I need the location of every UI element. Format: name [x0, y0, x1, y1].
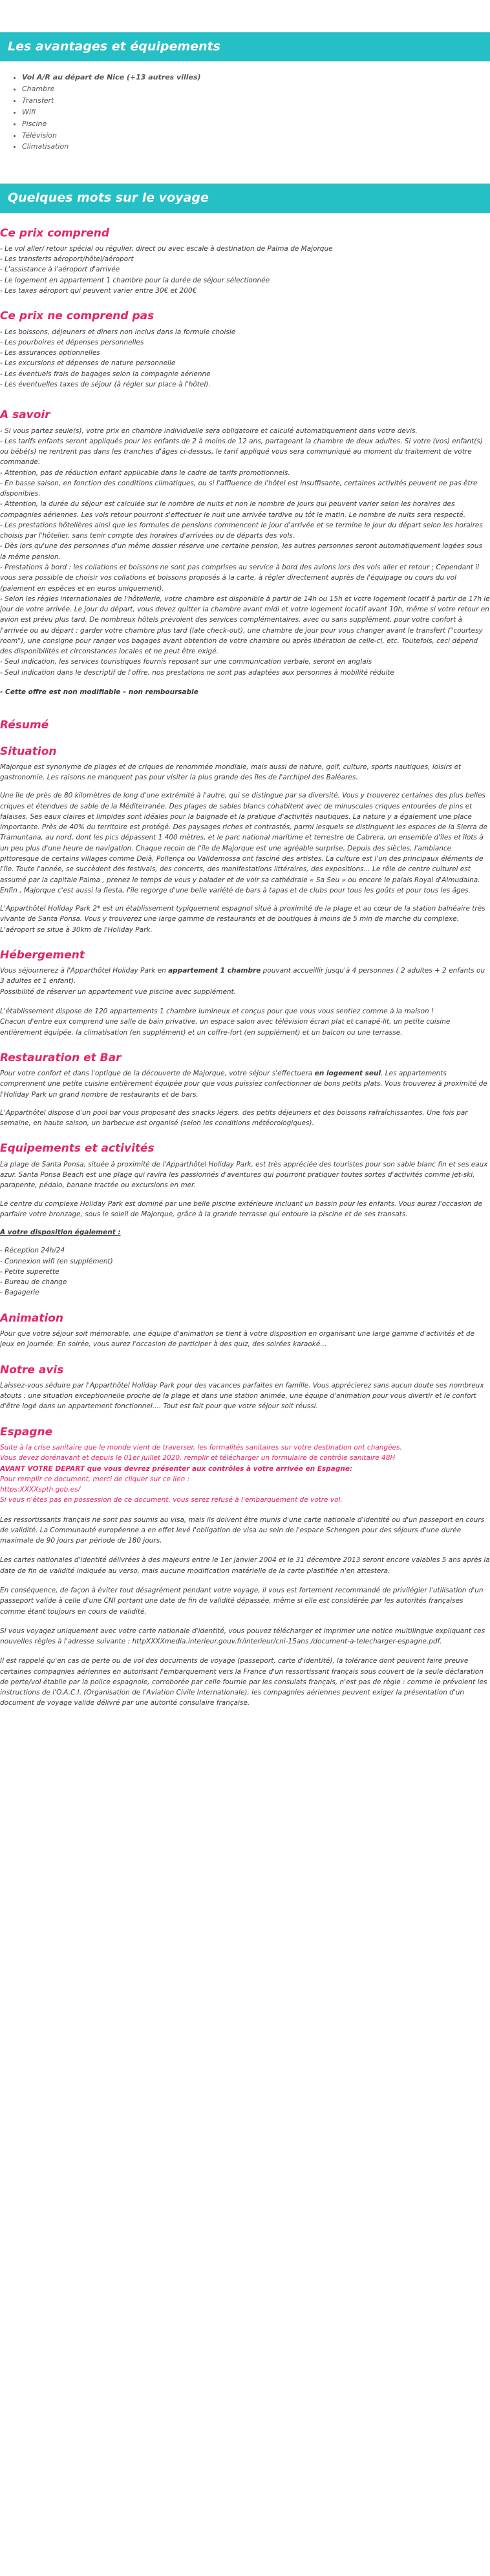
feature-item: • Transfert: [22, 95, 490, 107]
text-line: - Les pourboires et dépenses personnelles: [0, 338, 144, 346]
section-banner-trip: Quelques mots sur le voyage: [0, 184, 490, 213]
heading-a-savoir: A savoir: [0, 408, 50, 422]
list-item: - Bureau de change: [0, 1278, 67, 1287]
paragraph: Possibilité de réserver un appartement vue piscine avec supplément.: [0, 987, 237, 996]
section-restauration: [0, 1050, 490, 1129]
notice-line: [0, 1484, 490, 1495]
paragraph: L'Apparthôtel Holiday Park 2* est un établissement typiquement espagnol situé à proximité de la plage et au cœur de la station balnéaire très vivante de Santa Ponsa. Vous y trouverez une large gamme de restaurants et de boutiques à moins de 5 min de marche du complexe. L'aéroport se situe à 30km de l'Holiday Park.: [0, 905, 485, 934]
text-run: Vous séjournerez à l'Apparthôtel Holiday Park en: [0, 967, 169, 975]
paragraph: Pour que votre séjour soit mémorable, une équipe d'animation se tient à votre disposition en organisant une large gamme d'activités et de jeux en journée. En soirée, vous aurez l'occasion de participer à des quiz, des soirées karaoké...: [0, 1330, 474, 1349]
feature-item: • Chambre: [22, 83, 490, 95]
notice-line: Suite à la crise sanitaire que le monde vient de traverser, les formalités sanitaires sur votre destination ont changées.: [0, 1444, 402, 1452]
text-line: - Prestations à bord : les collations et boissons ne sont pas comprises au service à bord des avions lors des vols aller et retour ; Cependant il vous sera possible de choisir vos collations et boissons proposés à la carte, à régler directement auprès de l'équipage ou cours du vol (paiement en espèces et en euros uniquement).: [0, 563, 480, 593]
section-prix-ne-comprend: [0, 308, 490, 390]
text-line: - Les transferts aéroport/hôtel/aéroport: [0, 255, 134, 264]
room-type: appartement 1 chambre: [168, 967, 261, 975]
list-item: - Petite superette: [0, 1267, 59, 1276]
a-savoir-lines: [0, 426, 490, 678]
paragraph: L'établissement dispose de 120 appartements 1 chambre lumineux et conçus pour que vous vous sentiez comme à la maison !: [0, 1007, 434, 1015]
heading-prix-ne-comprend: Ce prix ne comprend pas: [0, 310, 154, 323]
meal-plan: en logement seul: [314, 1070, 381, 1078]
disposition-list: [0, 1245, 490, 1298]
section-hebergement: [0, 947, 490, 1038]
paragraph: Majorque est synonyme de plages et de criques de renommée mondiale, mais aussi de nature, golf, culture, sports nautiques, loisirs et gastronomie. Les raisons ne manquent pas pour visiter la plus grande des îles de l'archipel des Baléares.: [0, 763, 462, 782]
non-refundable-note: - Cette offre est non modifiable – non remboursable: [0, 688, 198, 696]
paragraph: Les cartes nationales d'identité délivrées à des majeurs entre le 1er janvier 2004 et le 31 décembre 2013 seront encore valables 5 ans après la date de fin de validité indiquée au verso, mais aucune modification matérielle de la carte plastifiée n'en attestera.: [0, 1556, 490, 1575]
section-a-savoir: [0, 406, 490, 697]
feature-item: • Wifi: [22, 107, 490, 118]
text-line: - Seul indication dans le descriptif de l'offre, nos prestations ne sont pas adaptées aux personnes à mobilité réduite: [0, 668, 394, 677]
section-equipements: [0, 1140, 490, 1298]
trip-content: [0, 225, 490, 1709]
notice-line: Si vous n'êtes pas en possession de ce document, vous serez refusé à l'embarquement de votre vol.: [0, 1496, 343, 1504]
paragraph: Chacun d'entre eux comprend une salle de bain privative, un espace salon avec télévision écran plat et canapé-lit, un petite cuisine entièrement équipée, la climatisation (en supplément) et un coffre-fort (en supplément) et un balcon ou une terrasse.: [0, 1018, 451, 1037]
notice-line: AVANT VOTRE DEPART que vous devrez présenter aux contrôles à votre arrivée en Espagne:: [0, 1464, 353, 1473]
paragraph: Si vous voyagez uniquement avec votre carte nationale d'identité, vous pouvez télécharger et imprimer une notice multilingue expliquant ces nouvelles règles à l'adresse suivante : httpXXXXmedia.interieur.gouv.fr/interieur/cni-15ans /document-a-telecharger-espagne.pdf.: [0, 1627, 485, 1646]
section-situation: [0, 743, 490, 935]
paragraph: Une île de près de 80 kilomètres de long d'une extrémité à l'autre, qui se distingue par sa diversité. Vous y trouverez certaines des plus belles criques et étendues de sable de la Méditerranée. Des plages de sables blancs cohabitent avec de minuscules criques entourées de pins et falaises. Ses eaux claires et limpides sont idéales pour la baignade et la pratique d'activités nautiques. La nature y a également une place importante. Près de 40% du territoire est protégé. Des paysages riches et contrastés, parmi lesquels se distinguent les espaces de la Sierra de Tramuntana, au nord, dont les pics dépassent 1 400 mètres, et le parc national maritime et terrestre de Cabrera, un ensemble d'îles et îlots à un peu plus d'une heure de navigation. Chaque recoin de l'île de Majorque est une agréable surprise. Depuis des siècles, l'ambiance pittoresque de certains villages comme Deià, Pollença ou Valldemossa ont fasciné des artistes. La culture est l'un des principaux éléments de l'île. Toute l'année, se succèdent des festivals, des concerts, des manifestations littéraires, des expositions... Le rôle de centre culturel est assumé par la capitale Palma , prenez le temps de vous y balader et de voir sa cathédrale « Sa Seu » ou encore le palais Royal d'Almudaina. Enfin , Majorque c'est aussi la fiesta, l'île regorge d'une belle variété de bars à tapas et de clubs pour tous les goûts et pour tous les âges.: [0, 792, 487, 894]
text-line: - Attention, pas de réduction enfant applicable dans le cadre de tarifs promotionnels.: [0, 469, 290, 477]
text-line: - En basse saison, en fonction des conditions climatiques, ou si l'affluence de l'hôtel est insuffisante, certaines activités peuvent ne pas être disponibles.: [0, 479, 478, 498]
text-line: - L'assistance à l'aéroport d'arrivée: [0, 266, 120, 274]
text-line: - Les taxes aéroport qui peuvent varier entre 30€ et 200€: [0, 286, 197, 295]
section-banner-advantages: Les avantages et équipements: [0, 32, 490, 61]
text-line: - Les éventuels frais de bagages selon la compagnie aérienne: [0, 370, 211, 378]
text-line: - Les tarifs enfants seront appliqués pour les enfants de 2 à moins de 12 ans, partageant la chambre de deux adultes. Si votre (vos) enfant(s) ou bébé(s) ne rentrent pas dans les tranches d'âges ci-dessus, le tarif appliqué vous sera communiqué au moment du traitement de votre commande.: [0, 437, 483, 467]
paragraph: En conséquence, de façon à éviter tout désagrément pendant votre voyage, il vous est fortement recommandé de privilégier l'utilisation d'un passeport valide à celle d'une CNI portant une date de fin de validité dépassée, même si elle est considérée par les autorités françaises comme étant toujours en cours de validité.: [0, 1586, 484, 1616]
text-line: - Seul indication, les services touristiques fournis reposant sur une communication verbale, seront en anglais: [0, 658, 372, 666]
paragraph: Les ressortissants français ne sont pas soumis au visa, mais ils doivent être munis d'une carte nationale d'identité ou d'un passeport en cours de validité. La Communauté européenne a en effet levé l'obligation de visa au sein de l'espace Schengen pour des séjours d'une durée maximale de 90 jours par période de 180 jours.: [0, 1515, 485, 1545]
section-notre-avis: [0, 1362, 490, 1412]
text-line: - Si vous partez seule(s), votre prix en chambre individuelle sera obligatoire et calculé automatiquement dans votre devis.: [0, 427, 418, 435]
text-line: - Les prestations hôtelières ainsi que les formules de pensions commencent le jour d'arrivée et se termine le jour du départ selon les horaires choisis par l'hôtelier, sans tenir compte des horaires d'arrivées ou de départs des vols.: [0, 521, 483, 540]
features-list: [0, 72, 490, 153]
heading-hebergement: Hébergement: [0, 948, 85, 962]
feature-item: • Climatisation: [22, 141, 490, 153]
heading-restauration: Restauration et Bar: [0, 1051, 122, 1064]
list-item: - Réception 24h/24: [0, 1247, 65, 1255]
prix-ne-comprend-lines: [0, 327, 490, 390]
text-line: - Les boissons, déjeuners et dîners non inclus dans la formule choisie: [0, 328, 236, 336]
notice-line: Vous devez dorénavant et depuis le 01er juillet 2020, remplir et télécharger un formulaire de contrôle sanitaire 48H: [0, 1454, 396, 1462]
sanitary-form-link[interactable]: https:XXXXspth.gob.es/: [0, 1486, 81, 1494]
feature-item: • Piscine: [22, 118, 490, 130]
section-prix-comprend: [0, 225, 490, 297]
text-run: pouvant accueillir jusqu'à 4 personnes ( 2 adultes + 2 enfants ou 3 adultes et 1 enfant).: [0, 967, 485, 986]
heading-animation: Animation: [0, 1311, 64, 1325]
text-line: - Selon les règles internationales de l'hôtellerie, votre chambre est disponible à partir de 14h ou 15h et votre logement locatif à partir de 17h le jour de votre arrivée. Le jour du départ, vous devez quitter la chambre avant midi et votre logement locatif avant 10h, même si votre retour en avion est prévu plus tard. De nombreux hôtels prévoient des services complémentaires, avec ou sans supplément, pour votre confort à l'arrivée ou au départ : garder votre chambre plus tard (late check-out), une chambre de jour pour vous changer avant le transfert ("courtesy room"), une consigne pour ranger vos bagages avant obtention de votre chambre ou après libération de celle-ci, etc. Toutefois, ceci dépend des disponibilités et circonstances locales et ne peut être exigé.: [0, 595, 490, 656]
disposition-heading: A votre disposition également :: [0, 1229, 121, 1237]
heading-situation: Situation: [0, 744, 57, 758]
sanitary-notice: [0, 1442, 490, 1506]
paragraph: Laissez-vous séduire par l'Apparthôtel Holiday Park pour des vacances parfaites en famille. Vous apprécierez sans aucun doute ses nombreux atouts : une situation exceptionnelle proche de la plage et dans une station animée, une équipe d'animation pour vous divertir et le confort d'être logé dans un appartement fonctionnel.... Tout est fait pour que votre séjour soit réussi.: [0, 1381, 484, 1411]
list-item: - Bagagerie: [0, 1289, 39, 1297]
text-run: Pour votre confort et dans l'optique de la découverte de Majorque, votre séjour s'effectuera: [0, 1070, 315, 1078]
section-animation: [0, 1310, 490, 1350]
text-line: - Les assurances optionnelles: [0, 349, 100, 357]
text-line: - Attention, la durée du séjour est calculée sur le nombre de nuits et non le nombre de jours qui peuvent varier selon les horaires des compagnies aériennes. Les vols retour pourront s'effectuer le nuit une arrivée tardive ou tôt le matin. Le nombre de nuits sera respecté.: [0, 500, 466, 519]
heading-espagne: Espagne: [0, 1425, 53, 1439]
text-line: - Le vol aller/ retour spécial ou régulier, direct ou avec escale à destination de Palma de Majorque: [0, 244, 333, 253]
paragraph: La plage de Santa Ponsa, située à proximité de l'Apparthôtel Holiday Park, est très appréciée des touristes pour son sable blanc fin et ses eaux azur. Santa Ponsa Beach est une plage qui ravira les passionnés d'aventures qui pourront pratiquer toutes sortes d'activités comme jet-ski, parapente, pédalo, banane tractée ou excursions en mer.: [0, 1160, 488, 1190]
paragraph: [0, 966, 490, 987]
text-line: - Les excursions et dépenses de nature personnelle: [0, 359, 176, 368]
feature-item: • Télévision: [22, 130, 490, 142]
heading-prix-comprend: Ce prix comprend: [0, 226, 110, 240]
prix-comprend-lines: [0, 244, 490, 296]
heading-notre-avis: Notre avis: [0, 1363, 64, 1377]
heading-resume: Résumé: [0, 719, 49, 732]
notice-line: Pour remplir ce document, merci de cliquer sur ce lien :: [0, 1475, 190, 1483]
text-run: . Les appartements comprennent une petite cuisine entièrement équipée pour que vous puissiez confectionner de bons petits plats. Vous trouverez à proximité de l'Holiday Park un grand nombre de restaurants et de bars.: [0, 1070, 487, 1099]
text-line: - Dès lors qu'une des personnes d'un même dossier réserve une certaine pension, les autres personnes seront automatiquement logées sous la même pension.: [0, 542, 482, 561]
paragraph: Le centre du complexe Holiday Park est dominé par une belle piscine extérieure incluant un bassin pour les enfants. Vous aurez l'occasion de parfaire votre bronzage, sous le soleil de Majorque, grâce à la grande terrasse qui entoure la piscine et de ses transats.: [0, 1199, 482, 1218]
text-line: - Les éventuelles taxes de séjour (à régler sur place à l'hôtel).: [0, 380, 211, 388]
paragraph: [0, 1068, 490, 1100]
list-item: - Connexion wifi (en supplément): [0, 1257, 113, 1265]
section-resume: [0, 717, 490, 734]
page: [0, 32, 490, 1728]
paragraph: L'Apparthôtel dispose d'un pool bar vous proposant des snacks légers, des petits déjeuners et des boissons rafraîchissantes. Une fois par semaine, en haute saison, un barbecue est organisé (selon les conditions météorologiques).: [0, 1108, 468, 1128]
section-espagne: [0, 1424, 490, 1709]
feature-item: • Vol A/R au départ de Nice (+13 autres villes): [22, 72, 490, 83]
heading-equipements: Equipements et activités: [0, 1142, 154, 1156]
text-line: - Le logement en appartement 1 chambre pour la durée de séjour sélectionnée: [0, 276, 270, 284]
paragraph: Il est rappelé qu'en cas de perte ou de vol des documents de voyage (passeport, carte d'identité), la tolérance dont peuvent faire preuve certaines compagnies aériennes en autorisant l'embarquement vers la France d'un ressortissant français sous couvert de la seule déclaration de perte/vol établie par la police espagnole, corroborée par celle fournie par les consulats français, n'est pas de règle : comme le prévoient les instructions de l'O.A.C.I. (Organisation de l'Aviation Civile Internationale), les compagnies aériennes peuvent exiger la présentation d'un document de voyage valide délivré par une autorité consulaire française.: [0, 1657, 487, 1707]
